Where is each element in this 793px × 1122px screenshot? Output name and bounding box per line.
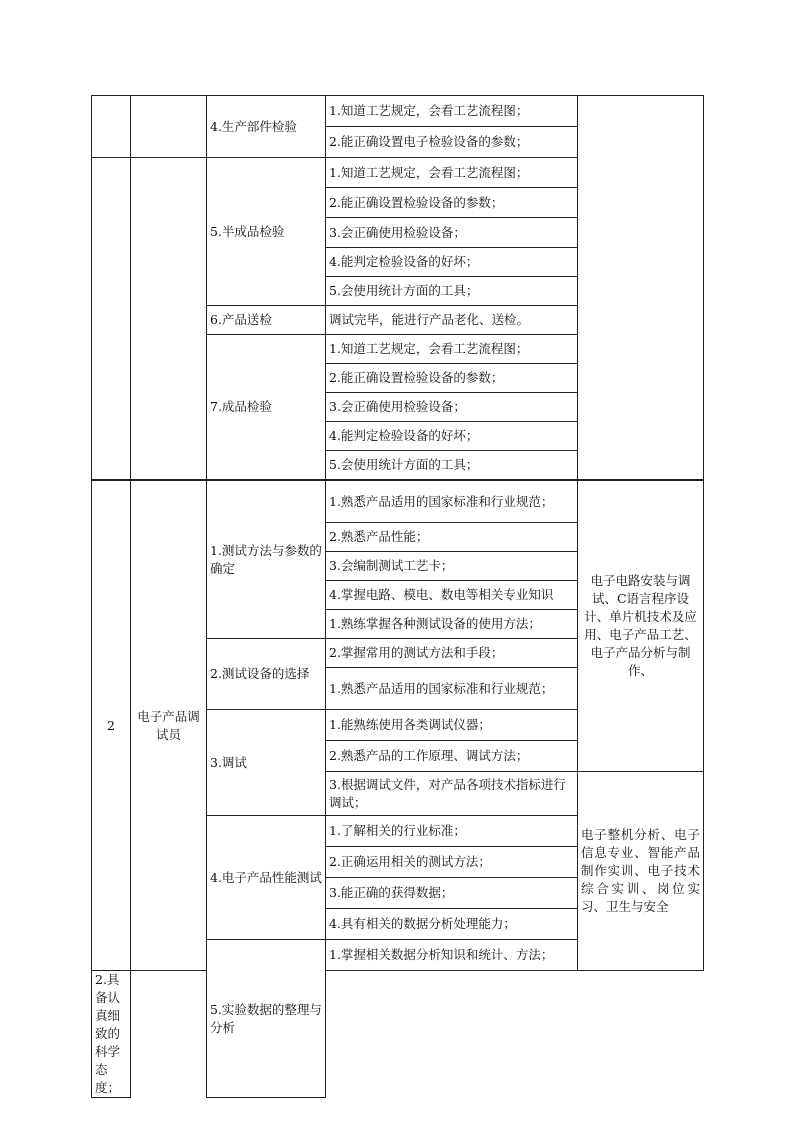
- skill-cell: 1.知道工艺规定，会看工艺流程图；: [326, 335, 578, 364]
- skill-cell: 1.知道工艺规定，会看工艺流程图；: [326, 96, 578, 127]
- skill-cell: 1.能熟练使用各类调试仪器；: [326, 710, 578, 741]
- row-number: 2: [92, 481, 131, 971]
- task-cell: 1.测试方法与参数的确定: [207, 481, 326, 639]
- curriculum-table: [91, 95, 704, 480]
- task-cell: 5.实验数据的整理与分析: [207, 940, 326, 1098]
- number-cell-empty: [92, 96, 131, 158]
- skill-cell: 3.根据调试文件，对产品各项技术指标进行调试；: [326, 772, 578, 816]
- courses-cell-empty: [578, 96, 704, 480]
- skill-cell: 3.会编制测试工艺卡；: [326, 552, 578, 581]
- skill-cell: 4.掌握电路、模电、数电等相关专业知识: [326, 581, 578, 610]
- skill-cell: 5.会使用统计方面的工具；: [326, 451, 578, 480]
- skill-cell: 调试完毕，能进行产品老化、送检。: [326, 306, 578, 335]
- skill-cell: 2.能正确设置检验设备的参数；: [326, 364, 578, 393]
- skill-cell: 1.熟练掌握各种测试设备的使用方法；: [326, 610, 578, 639]
- job-cell-empty: [131, 158, 207, 480]
- task-cell: 6.产品送检: [207, 306, 326, 335]
- table-row: [92, 96, 704, 127]
- skill-cell: 4.具有相关的数据分析处理能力；: [326, 909, 578, 940]
- skill-cell: 2.熟悉产品的工作原理、调试方法；: [326, 741, 578, 772]
- skill-cell: 5.会使用统计方面的工具；: [326, 277, 578, 306]
- skill-cell: 2.能正确设置检验设备的参数；: [326, 188, 578, 218]
- table-row: [92, 481, 704, 523]
- skill-cell: 2.正确运用相关的测试方法；: [326, 847, 578, 878]
- task-cell: 4.生产部件检验: [207, 96, 326, 158]
- job-cell-empty: [131, 96, 207, 158]
- courses-cell: 电子整机分析、电子信息专业、智能产品制作实训、电子技术综合实训、岗位实习、卫生与安全: [578, 772, 704, 971]
- task-cell: 5.半成品检验: [207, 158, 326, 306]
- task-cell: 2.测试设备的选择: [207, 639, 326, 710]
- skill-cell: 2.熟悉产品性能；: [326, 523, 578, 552]
- skill-cell: 3.会正确使用检验设备；: [326, 218, 578, 248]
- skill-cell: 3.会正确使用检验设备；: [326, 393, 578, 422]
- skill-cell: 2.具备认真细致的科学态度；: [92, 971, 131, 1098]
- table-row: [92, 971, 704, 1098]
- skill-cell: 1.掌握相关数据分析知识和统计、方法；: [326, 940, 578, 971]
- task-cell: 3.调试: [207, 710, 326, 816]
- skill-cell: 1.知道工艺规定，会看工艺流程图；: [326, 158, 578, 188]
- skill-cell: 2.掌握常用的测试方法和手段；: [326, 639, 578, 668]
- skill-cell: 2.能正确设置电子检验设备的参数；: [326, 127, 578, 158]
- courses-cell: 电子电路安装与调试、C语言程序设计、单片机技术及应用、电子产品工艺、电子产品分析与制作、: [578, 481, 704, 772]
- skill-cell: 1.熟悉产品适用的国家标准和行业规范；: [326, 481, 578, 523]
- task-cell: 4.电子产品性能测试: [207, 816, 326, 940]
- task-cell: 7.成品检验: [207, 335, 326, 480]
- job-title: 电子产品调试员: [131, 481, 207, 971]
- skill-cell: 1.熟悉产品适用的国家标准和行业规范；: [326, 668, 578, 710]
- skill-cell: 4.能判定检验设备的好坏；: [326, 248, 578, 277]
- skill-cell: 1.了解相关的行业标准；: [326, 816, 578, 847]
- number-cell-empty: [92, 158, 131, 480]
- skill-cell: 3.能正确的获得数据；: [326, 878, 578, 909]
- skill-cell: 4.能判定检验设备的好坏；: [326, 422, 578, 451]
- curriculum-table-section-2: [91, 480, 704, 1098]
